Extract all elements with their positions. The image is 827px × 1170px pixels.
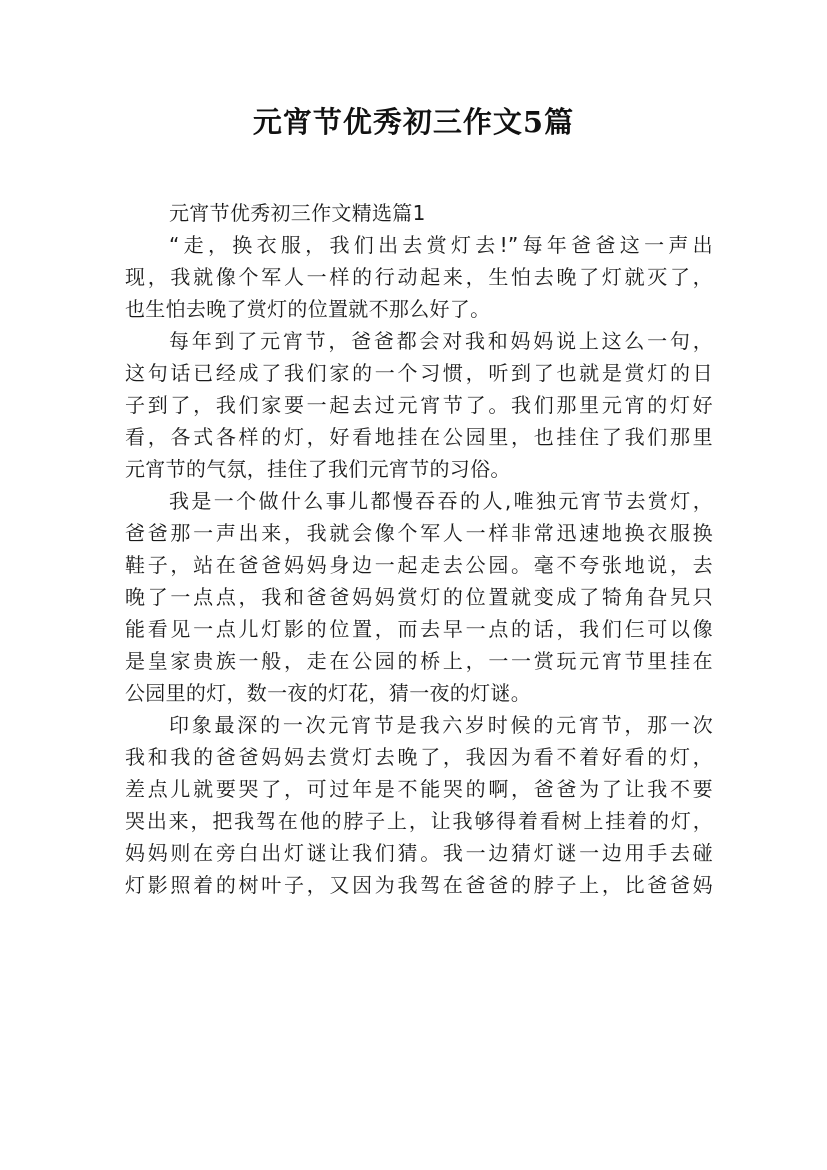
- paragraph-line: 晚了一点点，我和爸爸妈妈赏灯的位置就变成了犄角旮旯只: [125, 585, 713, 609]
- paragraph-line: 我是一个做什么事儿都慢吞吞的人,唯独元宵节去赏灯，: [169, 489, 713, 513]
- section-heading: 元宵节优秀初三作文精选篇1: [169, 201, 426, 225]
- paragraph-line: 元宵节的气氛，挂住了我们元宵节的习俗。: [125, 457, 511, 481]
- paragraph-line: 哭出来，把我驾在他的脖子上，让我够得着看树上挂着的灯，: [125, 809, 713, 833]
- paragraph-line: 妈妈则在旁白出灯谜让我们猜。我一边猜灯谜一边用手去碰: [125, 841, 713, 865]
- paragraph-line: 公园里的灯，数一夜的灯花，猜一夜的灯谜。: [125, 681, 531, 705]
- paragraph-line: 子到了，我们家要一起去过元宵节了。我们那里元宵的灯好: [125, 393, 713, 417]
- paragraph-line: 爸爸那一声出来，我就会像个军人一样非常迅速地换衣服换: [125, 521, 713, 545]
- paragraph-line: 印象最深的一次元宵节是我六岁时候的元宵节，那一次: [169, 713, 713, 737]
- paragraph-line: 能看见一点儿灯影的位置，而去早一点的话，我们仨可以像: [125, 617, 713, 641]
- paragraph-line: 每年到了元宵节，爸爸都会对我和妈妈说上这么一句，: [169, 329, 713, 353]
- paragraph-line: 现，我就像个军人一样的行动起来，生怕去晚了灯就灭了，: [125, 265, 713, 289]
- paragraph-line: 这句话已经成了我们家的一个习惯，听到了也就是赏灯的日: [125, 361, 713, 385]
- document-body: [125, 197, 713, 901]
- paragraph-line: 我和我的爸爸妈妈去赏灯去晚了，我因为看不着好看的灯，: [125, 745, 713, 769]
- paragraph-line: 鞋子，站在爸爸妈妈身边一起走去公园。毫不夸张地说，去: [125, 553, 713, 577]
- document-title: 元宵节优秀初三作文5篇: [252, 105, 575, 139]
- paragraph-line: 是皇家贵族一般，走在公园的桥上，一一赏玩元宵节里挂在: [125, 649, 713, 673]
- paragraph-line: 差点儿就要哭了，可过年是不能哭的啊，爸爸为了让我不要: [125, 777, 713, 801]
- paragraph-line: 灯影照着的树叶子，又因为我驾在爸爸的脖子上，比爸爸妈: [125, 873, 713, 897]
- paragraph-line: 看，各式各样的灯，好看地挂在公园里，也挂住了我们那里: [125, 425, 713, 449]
- paragraph-line: “走，换衣服，我们出去赏灯去!”每年爸爸这一声出: [169, 233, 713, 257]
- paragraph-line: 也生怕去晚了赏灯的位置就不那么好了。: [125, 297, 491, 321]
